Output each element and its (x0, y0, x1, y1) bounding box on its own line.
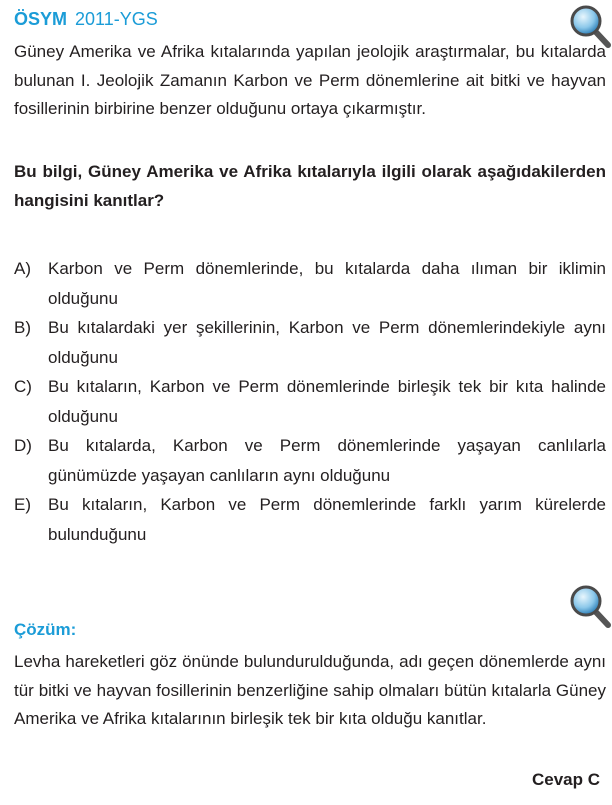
exam-year: 2011-YGS (75, 9, 158, 29)
option-letter: D) (14, 436, 32, 455)
option-letter: B) (14, 318, 31, 337)
source-header (14, 8, 158, 30)
option-b[interactable] (14, 313, 606, 372)
option-text: Bu kıtaların, Karbon ve Perm dönemlerinde birleşik tek bir kıta halinde olduğunu (48, 377, 606, 426)
answer-label: Cevap C (531, 770, 600, 789)
option-letter: A) (14, 259, 31, 278)
question-prompt: Bu bilgi, Güney Amerika ve Afrika kıtalarıyla ilgili olarak aşağıdakilerden hangisini kanıtlar? (14, 162, 606, 210)
option-letter: E) (14, 495, 31, 514)
question-stem: Güney Amerika ve Afrika kıtalarında yapılan jeolojik araştırmalar, bu kıtalarda bulunan I. Jeolojik Zamanın Karbon ve Perm dönemlerine ait bitki ve hayvan fosillerinin birbirine benzer olduğunu ortaya çıkarmıştır. (14, 42, 606, 118)
exam-source: ÖSYM (14, 9, 68, 29)
option-d[interactable] (14, 431, 606, 490)
solution-heading: Çözüm: (14, 620, 77, 639)
option-text: Bu kıtalardaki yer şekillerinin, Karbon ve Perm dönemlerindekiyle aynı olduğunu (48, 318, 606, 367)
option-text: Bu kıtalarda, Karbon ve Perm dönemlerinde yaşayan canlılarla günümüzde yaşayan canlıların aynı olduğunu (48, 436, 606, 485)
option-e[interactable] (14, 490, 606, 549)
answer-options (14, 254, 606, 549)
option-letter: C) (14, 377, 32, 396)
option-c[interactable] (14, 372, 606, 431)
magnifier-icon (566, 582, 612, 630)
solution-text: Levha hareketleri göz önünde bulundurulduğunda, adı geçen dönemlerde aynı tür bitki ve hayvan fosillerinin benzerliğine sahip olmaları bütün kıtalarla Güney Amerika ve Afrika kıtalarının birleşik tek bir kıta olduğu kanıtlar. (14, 652, 606, 728)
option-text: Karbon ve Perm dönemlerinde, bu kıtalarda daha ılıman bir iklimin olduğunu (48, 259, 606, 308)
option-text: Bu kıtaların, Karbon ve Perm dönemlerinde farklı yarım kürelerde bulunduğunu (48, 495, 606, 544)
option-a[interactable] (14, 254, 606, 313)
